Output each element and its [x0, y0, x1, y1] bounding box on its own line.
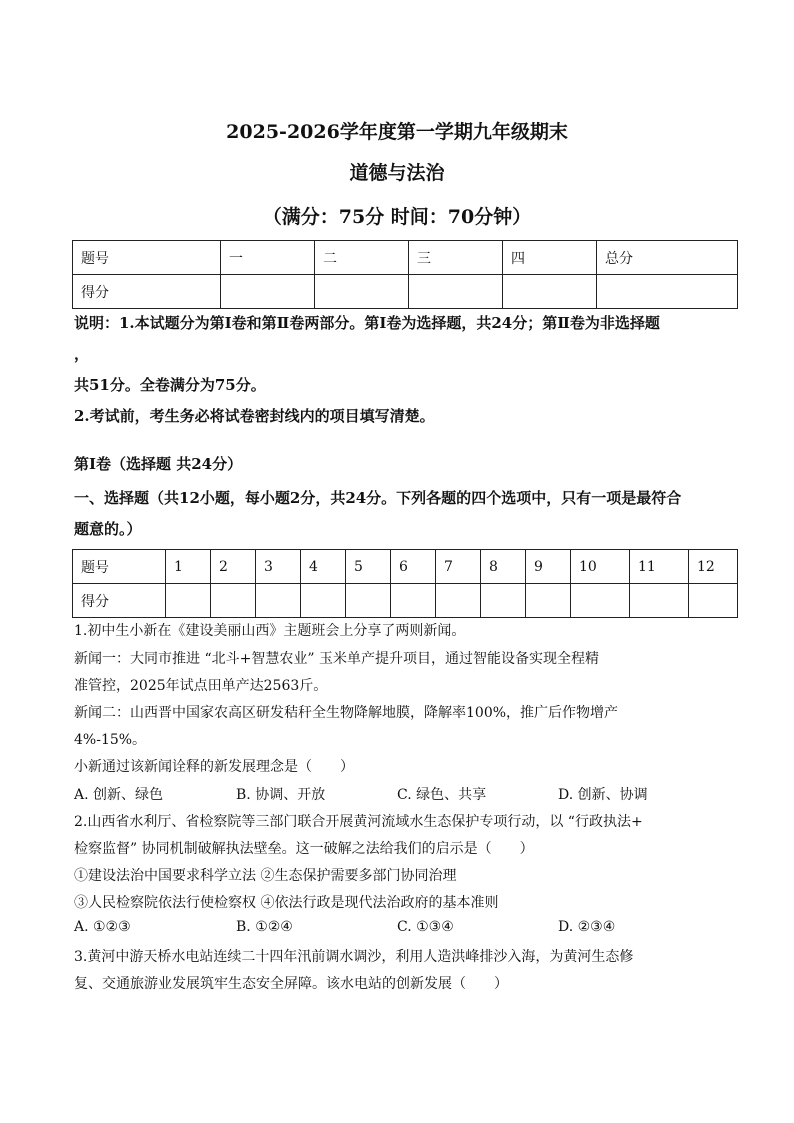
q1-news2-line1: 新闻二：山西晋中国家农高区研发秸秆全生物降解地膜，降解率100%，推广后作物增产: [74, 705, 619, 721]
section-instruction-2: 题意的。）: [74, 520, 142, 538]
q1-option-c[interactable]: C. 绿色、共享: [397, 787, 487, 803]
subject-title: 道德与法治: [349, 162, 445, 184]
answer-table-cell: 8: [481, 550, 526, 584]
answer-table-number-row: [73, 550, 738, 584]
q1-news1-line1: 新闻一：大同市推进 “北斗+智慧农业” 玉米单产提升项目，通过智能设备实现全程精: [74, 651, 599, 667]
score-table-cell: 题号: [73, 241, 221, 275]
answer-entry-cell[interactable]: [571, 584, 630, 618]
answer-table: [72, 549, 738, 618]
q2-option-a[interactable]: A. ①②③: [74, 919, 131, 935]
answer-entry-cell[interactable]: [526, 584, 571, 618]
answer-table-cell: 7: [436, 550, 481, 584]
q1-option-a[interactable]: A. 创新、绿色: [74, 787, 164, 803]
answer-table-cell: 得分: [73, 584, 166, 618]
score-table: [72, 240, 738, 309]
section-instruction-1: 一、选择题（共12小题，每小题2分，共24分。下列各题的四个选项中，只有一项是最符合: [74, 489, 682, 507]
answer-table-cell: 6: [391, 550, 436, 584]
q3-stem-line2: 复、交通旅游业发展筑牢生态安全屏障。该水电站的创新发展（ ）: [74, 976, 508, 992]
note-comma: ，: [74, 345, 90, 363]
answer-entry-cell[interactable]: [166, 584, 211, 618]
answer-table-cell: 4: [301, 550, 346, 584]
note-line-2: 共51分。全卷满分为75分。: [74, 376, 266, 394]
note-line-1: 说明：1.本试题分为第Ⅰ卷和第Ⅱ卷两部分。第Ⅰ卷为选择题，共24分；第Ⅱ卷为非选择题: [74, 314, 660, 332]
q1-question: 小新通过该新闻诠释的新发展理念是（ ）: [74, 759, 354, 775]
answer-entry-cell[interactable]: [630, 584, 689, 618]
q2-option-d[interactable]: D. ②③④: [558, 919, 616, 935]
section-title: 第Ⅰ卷（选择题 共24分）: [74, 455, 243, 473]
answer-entry-cell[interactable]: [481, 584, 526, 618]
answer-entry-cell[interactable]: [391, 584, 436, 618]
exam-title: 2025-2026学年度第一学期九年级期末: [226, 121, 568, 143]
score-table-cell: 得分: [73, 275, 221, 309]
answer-entry-cell[interactable]: [301, 584, 346, 618]
answer-table-cell: 题号: [73, 550, 166, 584]
exam-info: （满分：75分 时间：70分钟）: [262, 206, 532, 228]
answer-table-cell: 5: [346, 550, 391, 584]
answer-entry-cell[interactable]: [689, 584, 738, 618]
score-table-cell: 二: [315, 241, 409, 275]
q1-option-d[interactable]: D. 创新、协调: [558, 787, 648, 803]
answer-table-cell: 11: [630, 550, 689, 584]
answer-table-cell: 9: [526, 550, 571, 584]
q2-option-c[interactable]: C. ①③④: [397, 919, 454, 935]
q2-stem-line2: 检察监督” 协同机制破解执法壁垒。这一破解之法给我们的启示是（ ）: [74, 841, 534, 857]
q2-stem-line1: 2.山西省水利厅、省检察院等三部门联合开展黄河流域水生态保护专项行动，以 “行政执法+: [74, 814, 643, 830]
answer-entry-cell[interactable]: [436, 584, 481, 618]
q1-news2-line2: 4%-15%。: [74, 732, 147, 748]
score-table-cell: 四: [503, 241, 597, 275]
q2-statement-1: ①建设法治中国要求科学立法 ②生态保护需要多部门协同治理: [74, 868, 457, 884]
answer-table-cell: 12: [689, 550, 738, 584]
q3-stem-line1: 3.黄河中游天桥水电站连续二十四年汛前调水调沙，利用人造洪峰排沙入海，为黄河生态修: [74, 949, 634, 965]
answer-table-cell: 10: [571, 550, 630, 584]
score-table-score-row: [73, 275, 738, 309]
answer-entry-cell[interactable]: [346, 584, 391, 618]
note-line-3: 2.考试前，考生务必将试卷密封线内的项目填写清楚。: [74, 407, 435, 425]
q1-option-b[interactable]: B. 协调、开放: [236, 787, 326, 803]
score-table-cell: 一: [221, 241, 315, 275]
answer-table-cell: 1: [166, 550, 211, 584]
answer-entry-cell[interactable]: [211, 584, 256, 618]
answer-table-cell: 2: [211, 550, 256, 584]
q2-option-b[interactable]: B. ①②④: [236, 919, 293, 935]
answer-entry-cell[interactable]: [256, 584, 301, 618]
q1-stem: 1.初中生小新在《建设美丽山西》主题班会上分享了两则新闻。: [74, 623, 466, 639]
score-entry-cell[interactable]: [409, 275, 503, 309]
q1-news1-line2: 准管控，2025年试点田单产达2563斤。: [74, 678, 328, 694]
score-entry-cell[interactable]: [597, 275, 738, 309]
score-entry-cell[interactable]: [503, 275, 597, 309]
score-table-cell: 三: [409, 241, 503, 275]
score-table-header-row: [73, 241, 738, 275]
answer-table-cell: 3: [256, 550, 301, 584]
score-entry-cell[interactable]: [221, 275, 315, 309]
score-table-cell: 总分: [597, 241, 738, 275]
score-entry-cell[interactable]: [315, 275, 409, 309]
answer-table-score-row: [73, 584, 738, 618]
q2-statement-2: ③人民检察院依法行使检察权 ④依法行政是现代法治政府的基本准则: [74, 895, 499, 911]
